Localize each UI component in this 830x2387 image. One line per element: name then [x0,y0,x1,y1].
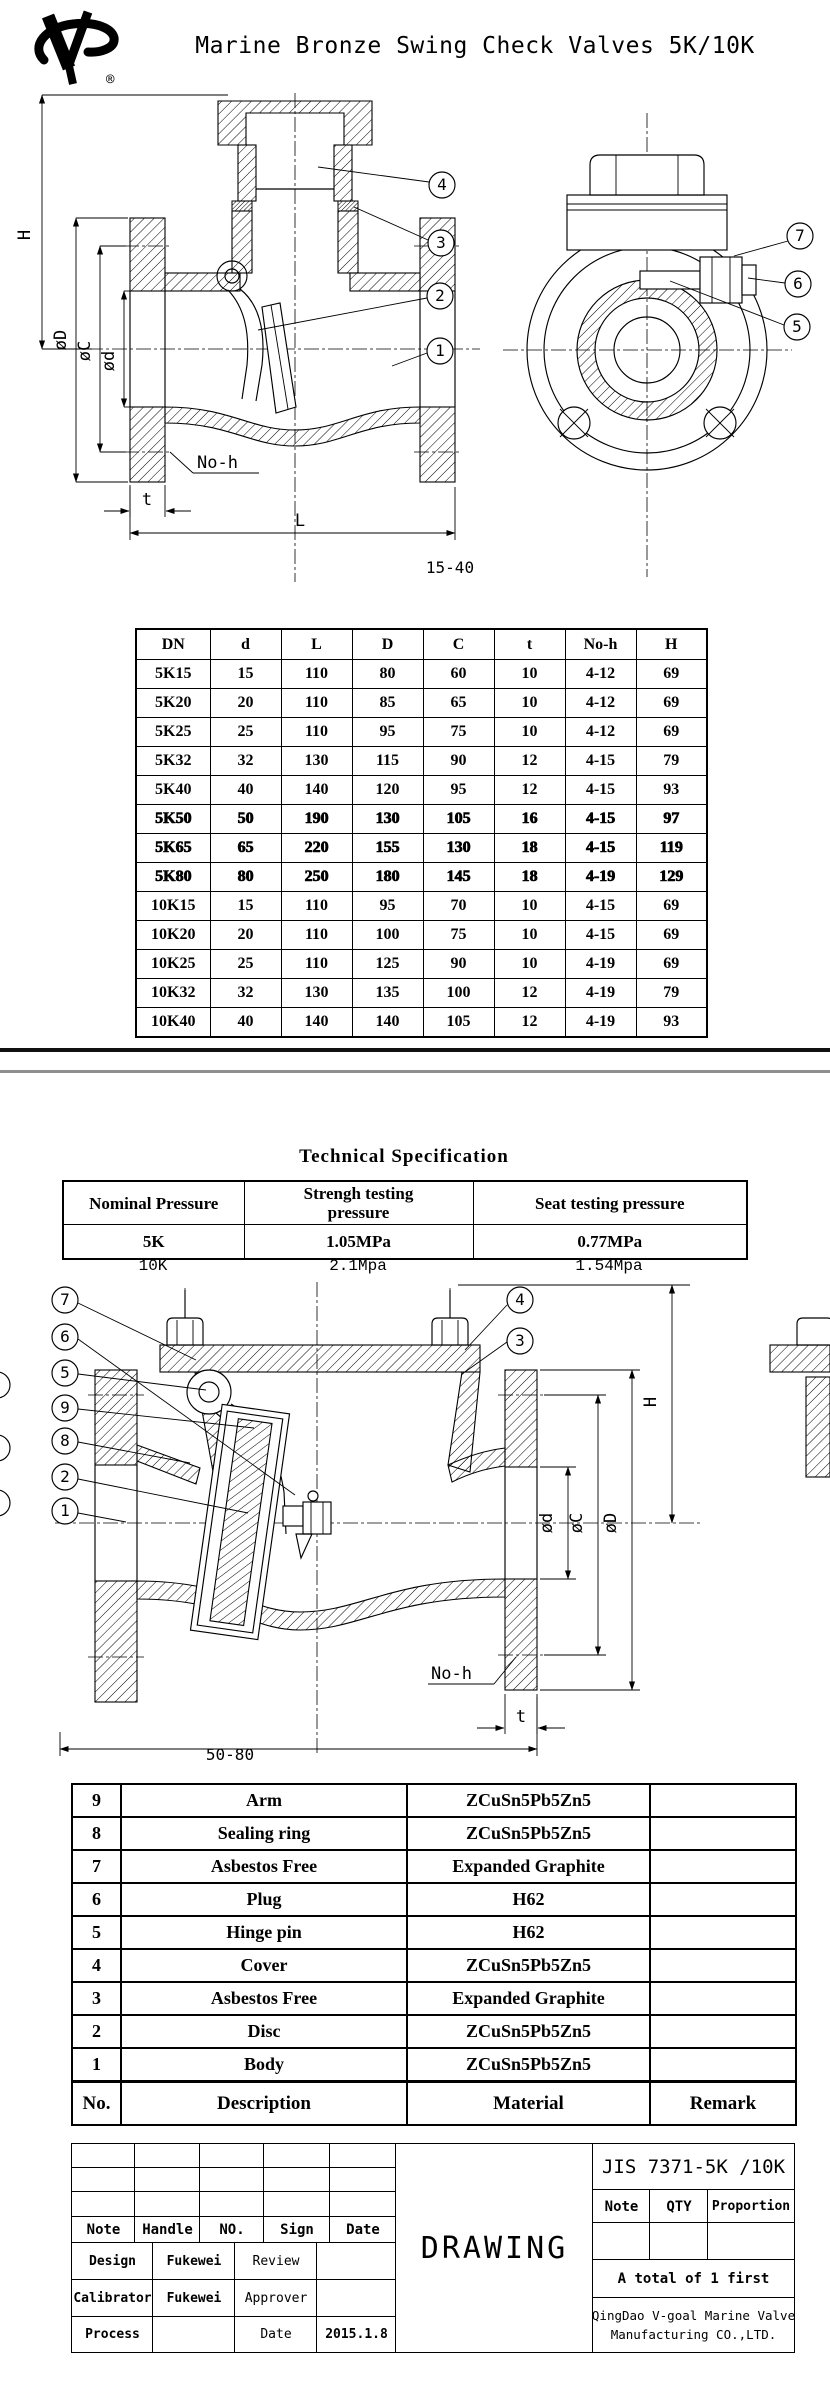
dim-cell: 4-12 [565,718,636,747]
dim-cell: 69 [636,660,707,689]
callout-1 [392,338,453,366]
col-header: Material [407,2082,650,2126]
svg-text:No-h: No-h [431,1664,472,1684]
table-row [72,1982,796,2015]
section-divider-top [0,1048,830,1052]
dim-cell: 60 [423,660,494,689]
svg-text:5: 5 [792,317,802,336]
svg-text:t: t [515,1707,527,1727]
dimension-table [135,628,708,1038]
dim-cell: 95 [352,892,423,921]
parts-cell [650,2015,796,2048]
dim-cell: 69 [636,921,707,950]
parts-cell: 1 [72,2048,121,2082]
dim-cell: 4-15 [565,805,636,834]
dim-cell: 130 [423,834,494,863]
table-row [136,950,707,979]
dim-cell: 5K65 [136,834,210,863]
dim-cell: 40 [210,1008,281,1038]
parts-cell: 2 [72,2015,121,2048]
svg-text:H: H [641,1396,661,1408]
no-h-label [170,452,259,473]
dim-cell: 125 [352,950,423,979]
dim-cell: 110 [281,950,352,979]
col-header: Remark [650,2082,796,2126]
dim-cell: 69 [636,689,707,718]
registered-mark: ® [106,72,115,88]
table-header-row [136,629,707,660]
dim-cell: 25 [210,950,281,979]
company-line: QingDao V-goal Marine Valve [591,2307,796,2323]
col-header: d [210,629,281,660]
empty-cell [134,2167,201,2193]
size-range-caption: 15-40 [425,558,475,577]
dim-cell: 130 [281,979,352,1008]
spec-table [62,1180,748,1260]
dim-cell: 15 [210,892,281,921]
empty-cell [71,2167,136,2193]
dim-cell: 5K20 [136,689,210,718]
dim-cell: 12 [494,979,565,1008]
arm-and-disc [187,1370,290,1640]
spec-10k-row [62,1257,746,1281]
empty-cell [649,2222,709,2261]
dim-cell: 18 [494,863,565,892]
dimension-h [15,95,228,349]
table-row [72,1817,796,1850]
empty-cell [199,2191,265,2218]
dim-cell: 32 [210,979,281,1008]
parts-cell: 4 [72,1949,121,1982]
dimension-l [60,1697,537,1756]
dim-cell: 69 [636,718,707,747]
spec-heading: Technical Specification [299,1146,509,1167]
spec-value: 1.54Mpa [575,1257,643,1275]
dim-cell: 79 [636,747,707,776]
col-header: Description [121,2082,407,2126]
dim-cell: 4-15 [565,892,636,921]
dim-cell: 10K25 [136,950,210,979]
svg-text:2: 2 [435,286,445,305]
dim-cell: 12 [494,747,565,776]
dim-cell: 12 [494,1008,565,1038]
valve-section-view [88,1290,830,1702]
dim-cell: 10 [494,950,565,979]
dim-cell: 4-19 [565,950,636,979]
svg-text:4: 4 [515,1290,525,1309]
large-valve-drawing [0,1282,830,1782]
svg-text:H: H [15,229,35,241]
parts-cell: H62 [407,1916,650,1949]
signoff-cell: Approver [234,2279,318,2318]
col-header: D [352,629,423,660]
dim-cell: 18 [494,834,565,863]
svg-text:No-h: No-h [197,453,238,473]
dim-cell: 220 [281,834,352,863]
dim-cell: 110 [281,718,352,747]
table-row [72,2015,796,2048]
table-row [72,1883,796,1916]
parts-cell: Hinge pin [121,1916,407,1949]
dim-cell: 4-15 [565,921,636,950]
company-logo [28,6,124,90]
dim-cell: 190 [281,805,352,834]
signoff-cell: Fukewei [152,2279,236,2318]
svg-text:ød: ød [537,1512,557,1534]
svg-text:t: t [141,490,153,510]
empty-cell [263,2143,331,2169]
dim-cell: 4-19 [565,979,636,1008]
dim-cell: 4-12 [565,689,636,718]
parts-cell: ZCuSn5Pb5Zn5 [407,2048,650,2082]
dim-cell: 10 [494,892,565,921]
svg-text:4: 4 [437,175,447,194]
signoff-cell: Date [234,2316,318,2353]
dim-cell: 80 [352,660,423,689]
dim-cell: 95 [423,776,494,805]
parts-cell: Cover [121,1949,407,1982]
table-row [136,776,707,805]
dim-cell: 4-19 [565,863,636,892]
empty-cell [329,2167,397,2193]
col-header: t [494,629,565,660]
dim-cell: 4-12 [565,660,636,689]
dim-cell: 110 [281,689,352,718]
dim-cell: 80 [210,863,281,892]
signoff-cell: Review [234,2242,318,2281]
table-row [72,1916,796,1949]
signoff-cell: Fukewei [152,2242,236,2281]
dim-cell: 155 [352,834,423,863]
parts-cell [650,1850,796,1883]
parts-cell [650,1883,796,1916]
callout-3 [354,207,454,256]
table-row [72,1784,796,1817]
spec-value: 10K [138,1257,168,1275]
dim-cell: 110 [281,921,352,950]
dim-cell: 120 [352,776,423,805]
valve-front-view [503,113,792,577]
dimension-table-body [136,660,707,1038]
parts-cell: Asbestos Free [121,1982,407,2015]
dim-cell: 16 [494,805,565,834]
svg-text:9: 9 [60,1398,70,1417]
dim-cell: 10K15 [136,892,210,921]
parts-cell: ZCuSn5Pb5Zn5 [407,1817,650,1850]
parts-cell: 7 [72,1850,121,1883]
dim-cell: 119 [636,834,707,863]
col-header: H [636,629,707,660]
dim-cell: 50 [210,805,281,834]
dim-cell: 70 [423,892,494,921]
signoff-cell: 2015.1.8 [316,2316,397,2353]
dim-cell: 110 [281,660,352,689]
svg-text:øC: øC [75,340,95,362]
sign-header-cell: Date [329,2216,397,2244]
dim-cell: 69 [636,892,707,921]
drain-plug [283,1491,331,1558]
dim-cell: 5K50 [136,805,210,834]
table-row [136,660,707,689]
parts-cell: H62 [407,1883,650,1916]
signoff-cell [316,2242,397,2281]
col-header: C [423,629,494,660]
dim-cell: 5K32 [136,747,210,776]
empty-cell [592,2222,651,2261]
parts-cell: 8 [72,1817,121,1850]
parts-cell: ZCuSn5Pb5Zn5 [407,2015,650,2048]
signoff-cell: Design [71,2242,154,2281]
clipped-callouts [0,1372,10,1516]
dim-cell: 10 [494,718,565,747]
dimension-t [477,1694,565,1734]
dim-cell: 93 [636,1008,707,1038]
svg-text:1: 1 [435,341,445,360]
col-header: DN [136,629,210,660]
empty-cell [199,2143,265,2169]
svg-text:øD: øD [51,329,71,351]
dim-cell: 5K80 [136,863,210,892]
dim-cell: 100 [352,921,423,950]
col-header: Nominal Pressure [63,1181,244,1225]
svg-text:øC: øC [567,1512,587,1534]
signoff-cell [152,2316,236,2353]
dim-cell: 25 [210,718,281,747]
svg-text:1: 1 [60,1501,70,1520]
dim-cell: 15 [210,660,281,689]
small-valve-drawing [0,85,830,590]
dim-cell: 65 [423,689,494,718]
empty-cell [263,2167,331,2193]
parts-cell: 9 [72,1784,121,1817]
svg-text:L: L [294,511,306,531]
spec-cell: 5K [63,1225,244,1260]
dim-cell: 79 [636,979,707,1008]
parts-table [71,1783,797,2126]
table-row [136,863,707,892]
dim-cell: 4-15 [565,776,636,805]
table-row [136,805,707,834]
table-row [136,921,707,950]
empty-cell [263,2191,331,2218]
svg-text:3: 3 [515,1331,525,1350]
table-row [72,1850,796,1883]
dim-cell: 4-15 [565,747,636,776]
empty-cell [707,2222,795,2261]
empty-cell [199,2167,265,2193]
title-block [71,2143,795,2353]
dim-cell: 5K25 [136,718,210,747]
dim-cell: 110 [281,892,352,921]
table-row [72,2048,796,2082]
v-goal-logo-icon [28,6,124,90]
dim-cell: 130 [281,747,352,776]
spec-cell: 0.77MPa [473,1225,747,1260]
parts-cell: Expanded Graphite [407,1850,650,1883]
empty-cell [71,2143,136,2169]
dimension-l [130,487,455,540]
dim-cell: 140 [281,1008,352,1038]
empty-cell [134,2191,201,2218]
table-row [136,689,707,718]
col-header: No. [72,2082,121,2126]
callout-7 [734,223,813,256]
spec-cell: 1.05MPa [244,1225,473,1260]
col-header: Seat testing pressure [473,1181,747,1225]
total-note-cell: A total of 1 first [592,2259,795,2299]
svg-text:3: 3 [436,233,446,252]
col-header-text: Strengh testing pressure [303,1184,414,1222]
parts-cell [650,1949,796,1982]
dim-cell: 20 [210,921,281,950]
parts-cell: Plug [121,1883,407,1916]
qty-header-cell: QTY [649,2189,709,2224]
dim-cell: 145 [423,863,494,892]
dim-cell: 40 [210,776,281,805]
qty-header-cell: Note [592,2189,651,2224]
table-row [72,1949,796,1982]
page-title: Marine Bronze Swing Check Valves 5K/10K [195,33,755,59]
no-h-label [428,1657,516,1684]
dim-cell: 140 [352,1008,423,1038]
qty-header-cell: Proportion [707,2189,795,2224]
dim-cell: 20 [210,689,281,718]
dim-cell: 100 [423,979,494,1008]
parts-cell: Arm [121,1784,407,1817]
dim-cell: 93 [636,776,707,805]
section-divider-bottom [0,1070,830,1073]
sign-header-cell: NO. [199,2216,265,2244]
parts-cell [650,1982,796,2015]
dim-cell: 10 [494,689,565,718]
parts-cell [650,2048,796,2082]
dim-cell: 130 [352,805,423,834]
dim-cell: 180 [352,863,423,892]
dim-cell: 10 [494,660,565,689]
dim-cell: 69 [636,950,707,979]
sign-header-cell: Handle [134,2216,201,2244]
size-range-caption: 50-80 [205,1745,255,1764]
dim-cell: 10K40 [136,1008,210,1038]
parts-cell [650,1916,796,1949]
company-line: Manufacturing CO.,LTD. [610,2327,777,2342]
parts-cell: Body [121,2048,407,2082]
dim-cell: 4-15 [565,834,636,863]
parts-cell: 6 [72,1883,121,1916]
signoff-cell [316,2279,397,2318]
dim-cell: 250 [281,863,352,892]
dim-cell: 12 [494,776,565,805]
sign-header-cell: Sign [263,2216,331,2244]
parts-cell [650,1817,796,1850]
col-header: L [281,629,352,660]
empty-cell [329,2191,397,2218]
dim-cell: 115 [352,747,423,776]
parts-cell: 3 [72,1982,121,2015]
parts-table-body [72,1784,796,2082]
col-header: No-h [565,629,636,660]
dim-cell: 135 [352,979,423,1008]
signoff-cell: Process [71,2316,154,2353]
parts-cell: Sealing ring [121,1817,407,1850]
spec-value: 2.1Mpa [329,1257,387,1275]
drawing-label: DRAWING [395,2143,594,2353]
parts-cell: Asbestos Free [121,1850,407,1883]
dim-cell: 90 [423,950,494,979]
parts-cell: Expanded Graphite [407,1982,650,2015]
parts-cell [650,1784,796,1817]
svg-text:6: 6 [60,1327,70,1346]
dim-cell: 32 [210,747,281,776]
svg-text:2: 2 [60,1467,70,1486]
col-header [244,1181,473,1225]
dim-cell: 5K15 [136,660,210,689]
dim-cell: 10 [494,921,565,950]
dim-cell: 10K20 [136,921,210,950]
callout-6 [748,271,811,297]
table-row [136,747,707,776]
svg-text:6: 6 [793,274,803,293]
empty-cell [134,2143,201,2169]
parts-header-row [72,2082,796,2126]
table-row [63,1225,747,1260]
parts-cell: Disc [121,2015,407,2048]
table-row [136,834,707,863]
parts-cell: 5 [72,1916,121,1949]
parts-cell: ZCuSn5Pb5Zn5 [407,1784,650,1817]
table-row [136,979,707,1008]
dim-cell: 5K40 [136,776,210,805]
dim-cell: 129 [636,863,707,892]
parts-cell: ZCuSn5Pb5Zn5 [407,1949,650,1982]
dimension-t [104,485,191,517]
dim-cell: 85 [352,689,423,718]
table-row [136,718,707,747]
svg-text:7: 7 [60,1290,70,1309]
dim-cell: 140 [281,776,352,805]
dim-cell: 105 [423,805,494,834]
valve-section-view [124,101,461,482]
empty-cell [329,2143,397,2169]
sign-header-cell: Note [71,2216,136,2244]
dim-cell: 105 [423,1008,494,1038]
callout-1 [52,1498,126,1524]
signoff-cell: Calibrator [71,2279,154,2318]
svg-text:øD: øD [601,1512,621,1534]
svg-text:7: 7 [795,226,805,245]
dim-cell: 4-19 [565,1008,636,1038]
table-row [136,892,707,921]
dim-cell: 97 [636,805,707,834]
dim-cell: 65 [210,834,281,863]
svg-text:5: 5 [60,1363,70,1382]
dim-cell: 90 [423,747,494,776]
dim-cell: 10K32 [136,979,210,1008]
dim-cell: 95 [352,718,423,747]
standard-cell: JIS 7371-5K /10K [592,2143,795,2191]
table-header-row [63,1181,747,1225]
dim-cell: 75 [423,718,494,747]
svg-text:8: 8 [60,1431,70,1450]
table-row [136,1008,707,1038]
dim-cell: 75 [423,921,494,950]
empty-cell [71,2191,136,2218]
svg-text:ød: ød [99,350,119,372]
company-cell [592,2297,795,2353]
